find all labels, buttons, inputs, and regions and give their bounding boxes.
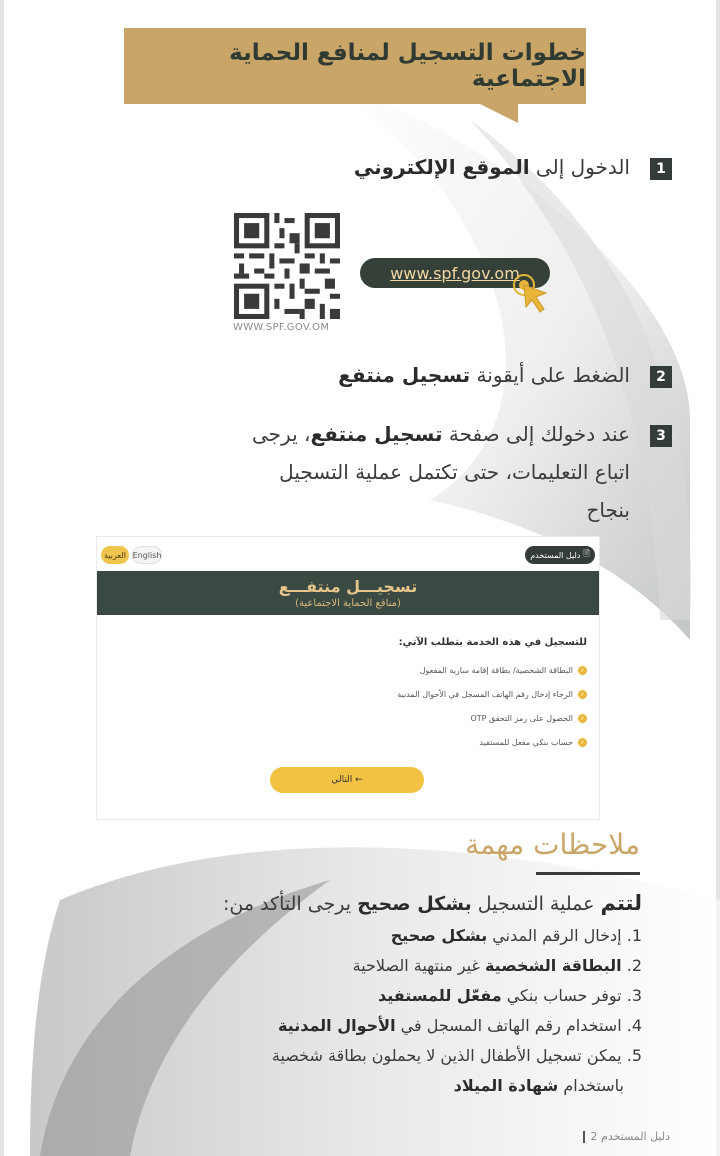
requirement-text: حساب بنكي مفعل للمستفيد: [479, 737, 573, 747]
step-1-number: 1: [650, 158, 672, 180]
note-bold: البطاقة الشخصية: [484, 956, 622, 975]
requirement-text: الرجاء إدخال رقم الهاتف المسجل في الأحوال المدنية: [397, 689, 573, 699]
note-item: [222, 981, 642, 1011]
check-icon: ✓: [579, 666, 586, 674]
step-3-line-2: اتباع التعليمات، حتى تكتمل عملية التسجيل: [279, 460, 630, 484]
notes-lead-bold-1: لتتم: [600, 891, 642, 915]
check-icon: ✓: [579, 690, 586, 698]
note-number: 5.: [626, 1046, 642, 1065]
note-bold: بشكل صحيح: [390, 926, 488, 945]
arabic-language-button[interactable]: العربية: [101, 546, 129, 564]
step-2-number: 2: [650, 366, 672, 388]
qr-code-icon: [234, 213, 340, 319]
notes-title: ملاحظات مهمة: [465, 828, 640, 861]
step-3-line-1-end: ، يرجى: [252, 422, 311, 446]
website-url-link[interactable]: www.spf.gov.om: [360, 258, 550, 288]
screenshot-title: تسجيـــل منتفـــع: [278, 577, 418, 596]
note-bold: شهادة الميلاد: [453, 1076, 559, 1095]
note-text: يمكن تسجيل الأطفال الذين لا يحملون بطاقة شخصية: [271, 1046, 627, 1065]
step-3-line-1: [210, 415, 630, 453]
note-item: [222, 1011, 642, 1041]
next-button[interactable]: ← التالي: [270, 767, 424, 793]
note-number: 3.: [626, 986, 642, 1005]
requirements-list: [287, 637, 587, 754]
note-item: [222, 921, 642, 951]
notes-lead: [222, 888, 642, 919]
step-2-text: [338, 356, 630, 394]
step-3-number: 3: [650, 425, 672, 447]
qr-caption: WWW.SPF.GOV.OM: [233, 322, 330, 333]
note-item: [222, 1041, 642, 1071]
step-3-line-3: بنجاح: [586, 498, 630, 522]
requirement-text: الحصول على رمز التحقق OTP: [470, 713, 573, 723]
notes-lead-bold-2: بشكل صحيح: [357, 893, 472, 915]
note-bold: مفعّل للمستفيد: [377, 986, 502, 1005]
user-guide-label: دليل المستخدم: [530, 550, 581, 560]
requirements-title: للتسجيل في هذه الخدمة يتطلب الآتي:: [398, 637, 587, 648]
step-3-line-1-part: عند دخولك إلى صفحة: [442, 422, 630, 446]
notes-title-underline: [536, 872, 640, 875]
note-number: 1.: [626, 926, 642, 945]
note-number: 2.: [626, 956, 642, 975]
requirement-text: البطاقة الشخصية/ بطاقة إقامة سارية المفعول: [419, 665, 573, 675]
note-bold: الأحوال المدنية: [277, 1016, 396, 1035]
footer-text: دليل المستخدم 2: [590, 1130, 670, 1143]
title-banner-tail: [478, 103, 518, 123]
screenshot-header: [97, 571, 599, 615]
step-3-line-1-bold: تسجيل منتفع: [310, 422, 443, 446]
note-item-continuation: [222, 1071, 642, 1101]
check-icon: ✓: [579, 738, 586, 746]
notes-lead-mid: عملية التسجيل: [471, 893, 601, 915]
notes-list: [222, 888, 642, 1101]
step-2-text-part: الضغط على أيقونة: [470, 363, 630, 387]
page-title: خطوات التسجيل لمنافع الحماية الاجتماعية: [229, 40, 586, 92]
check-icon: ✓: [579, 714, 586, 722]
notes-lead-end: يرجى التأكد من:: [222, 893, 358, 915]
requirement-item: [287, 682, 587, 706]
note-text: استخدام رقم الهاتف المسجل في: [395, 1016, 627, 1035]
pointer-cursor-icon: [512, 273, 552, 315]
screenshot-subtitle: (منافع الحماية الاجتماعية): [295, 598, 401, 609]
footer-divider: [583, 1131, 585, 1143]
requirement-item: [287, 706, 587, 730]
page-footer: [583, 1130, 670, 1143]
note-number: 4.: [626, 1016, 642, 1035]
requirement-item: [287, 730, 587, 754]
english-language-button[interactable]: English: [132, 546, 162, 564]
step-1-text-part: الدخول إلى: [529, 155, 630, 179]
note-text: إدخال الرقم المدني: [487, 926, 627, 945]
note-text-end: غير منتهية الصلاحية: [352, 956, 485, 975]
step-1-text: [354, 148, 630, 186]
note-text: باستخدام: [558, 1076, 624, 1095]
step-2-text-bold: تسجيل منتفع: [338, 363, 471, 387]
document-icon: 🗎: [583, 549, 590, 558]
screenshot-top-bar: [97, 537, 599, 571]
step-1-text-bold: الموقع الإلكتروني: [353, 155, 530, 179]
note-item: [222, 951, 642, 981]
step-3-text: [210, 415, 630, 529]
registration-page-screenshot: [96, 536, 600, 820]
user-guide-button[interactable]: [525, 546, 595, 564]
requirement-item: [287, 658, 587, 682]
note-text: توفر حساب بنكي: [501, 986, 627, 1005]
